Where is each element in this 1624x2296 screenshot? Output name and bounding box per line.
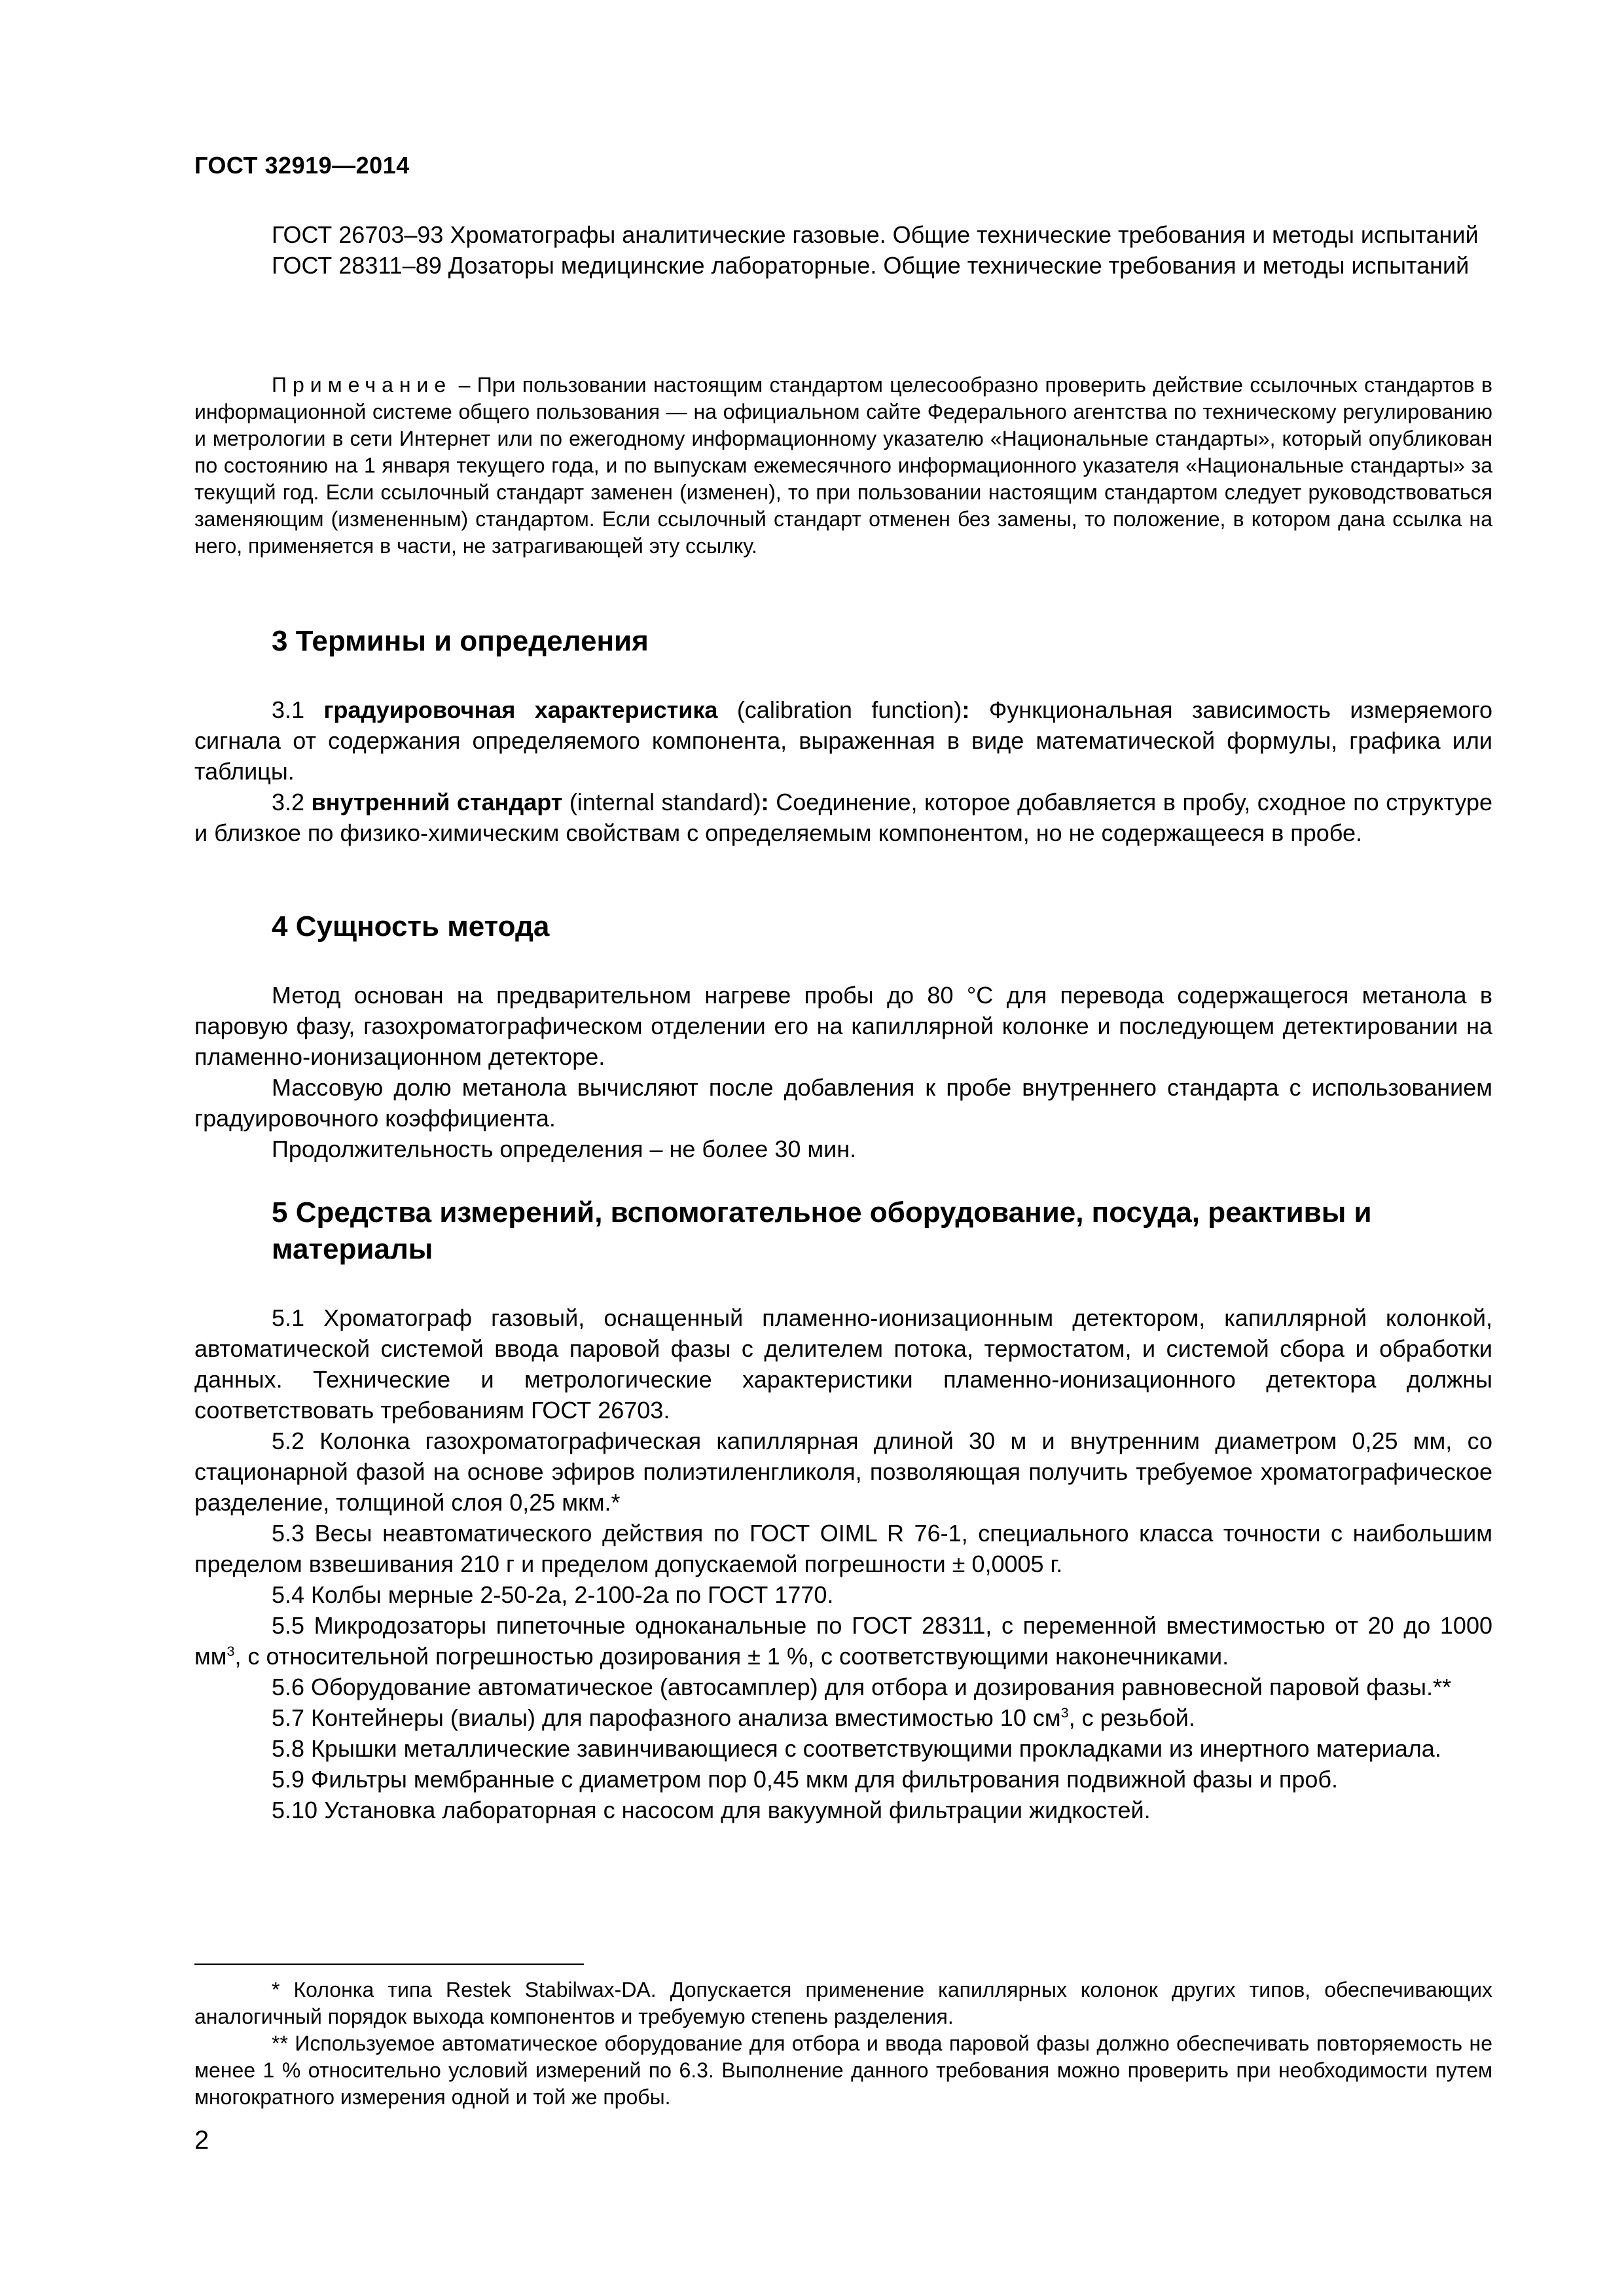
page-number: 2 (194, 2126, 209, 2155)
footnote: ** Используемое автоматическое оборудование для отбора и ввода паровой фазы должно обеспечивать повторяемость не менее 1 % относительно условий измерений по 6.3. Выполнение данного требования можно проверить при необходимости путем многократного измерения одной и той же пробы. (194, 2032, 1492, 2109)
note-label: Примечание (272, 373, 452, 397)
text-run: , с относительной погрешностью дозирования ± 1 %, с соответствующими наконечниками. (234, 1643, 1229, 1670)
body-paragraph: 5.10 Установка лабораторная с насосом для вакуумной фильтрации жидкостей. (272, 1797, 1151, 1823)
term-english: (internal standard) (562, 789, 761, 816)
definition-item (194, 694, 1492, 787)
body-paragraph: 5.2 Колонка газохроматографическая капиллярная длиной 30 м и внутренним диаметром 0,25 мм, со стационарной фазой на основе эфиров полиэтиленгликоля, позволяющая получить требуемое хроматографическое разделение, толщиной слоя 0,25 мкм.* (194, 1427, 1492, 1516)
section-3 (194, 623, 1492, 848)
superscript: 3 (226, 1643, 235, 1659)
section-4 (194, 908, 1492, 1164)
footnote-separator (194, 1964, 584, 1965)
section-5 (194, 1194, 1492, 1825)
note-paragraph (194, 372, 1492, 560)
body-paragraph (194, 1702, 1492, 1733)
note-text: – При пользовании настоящим стандартом целесообразно проверить действие ссылочных стандартов в информационной системе общего пользования — на официальном сайте Федерального агентства по техническому регулированию и метрологии в сети Интернет или по ежегодному информационному указателю «Национальные стандарты», который опубликован по состоянию на 1 января текущего года, и по выпускам ежемесячного информационного указателя «Национальные стандарты» за текущий год. Если ссылочный стандарт заменен (изменен), то при пользовании настоящим стандартом следует руководствоваться заменяющим (измененным) стандартом. Если ссылочный стандарт отменен без замены, то положение, в котором дана ссылка на него, применяется в части, не затрагивающей эту ссылку. (194, 373, 1492, 558)
item-number: 3.1 (272, 696, 324, 723)
section-title: 3 Термины и определения (272, 625, 649, 657)
text-run: 5.5 Микродозаторы пипеточные одноканальные по ГОСТ 28311, с переменной вместимостью от 20 до 1000 мм (194, 1612, 1492, 1670)
body-paragraph: 5.1 Хроматограф газовый, оснащенный пламенно-ионизационным детектором, капиллярной колонкой, автоматической системой ввода паровой фазы с делителем потока, термостатом, и системой сбора и обработки данных. Технические и метрологические характеристики пламенно-ионизационного детектора должны соответствовать требованиям ГОСТ 26703. (194, 1304, 1492, 1424)
body-paragraph: Метод основан на предварительном нагреве пробы до 80 °С для перевода содержащегося метанола в паровую фазу, газохроматографическом отделении его на капиллярной колонке и последующем детектировании на пламенно-ионизационном детекторе. (194, 982, 1492, 1070)
body-paragraph: 5.9 Фильтры мембранные с диаметром пор 0,45 мкм для фильтрования подвижной фазы и проб. (272, 1766, 1339, 1793)
body-paragraph: 5.4 Колбы мерные 2-50-2а, 2-100-2а по ГОСТ 1770. (272, 1581, 834, 1608)
section-title: 4 Сущность метода (272, 910, 550, 942)
term-colon: : (962, 696, 970, 723)
term: внутренний стандарт (311, 789, 563, 816)
superscript: 3 (1060, 1704, 1069, 1721)
footnotes (194, 1977, 1492, 2111)
body-paragraph: Массовую долю метанола вычисляют после добавления к пробе внутреннего стандарта с использованием градуировочного коэффициента. (194, 1074, 1492, 1132)
term: градуировочная характеристика (323, 696, 718, 723)
term-colon: : (761, 789, 769, 816)
item-number: 3.2 (272, 789, 312, 816)
term-definition: Функциональная зависимость измеряемого сигнала от содержания определяемого компонента, выраженная в виде математической формулы, графика или таблицы. (194, 696, 1493, 785)
body-paragraph (194, 1610, 1492, 1672)
term-english: (calibration function) (717, 696, 962, 723)
document-code: ГОСТ 32919—2014 (194, 152, 410, 179)
footnote: * Колонка типа Restek Stabilwax-DA. Допускается применение капиллярных колонок других типов, обеспечивающих аналогичный порядок выхода компонентов и требуемую степень разделения. (194, 1978, 1492, 2028)
text-run: 5.7 Контейнеры (виалы) для парофазного анализа вместимостью 10 см (272, 1704, 1061, 1731)
body-paragraph: 5.3 Весы неавтоматического действия по ГОСТ OIML R 76-1, специального класса точности с наибольшим пределом взвешивания 210 г и пределом допускаемой погрешности ± 0,0005 г. (194, 1520, 1492, 1577)
reference-item: ГОСТ 26703–93 Хроматографы аналитические газовые. Общие технические требования и методы испытаний (272, 221, 1479, 248)
note-block (194, 372, 1492, 560)
text-run: , с резьбой. (1068, 1704, 1195, 1731)
definition-item (194, 787, 1492, 848)
reference-item: ГОСТ 28311–89 Дозаторы медицинские лабораторные. Общие технические требования и методы испытаний (272, 252, 1470, 279)
term-definition: Соединение, которое добавляется в пробу, сходное по структуре и близкое по физико-химическим свойствам с определяемым компонентом, но не содержащееся в пробе. (194, 789, 1492, 846)
body-paragraph: 5.8 Крышки металлические завинчивающиеся с соответствующими прокладками из инертного материала. (272, 1735, 1441, 1762)
body-paragraph: 5.6 Оборудование автоматическое (автосамплер) для отбора и дозирования равновесной паровой фазы.** (272, 1674, 1452, 1700)
body-paragraph: Продолжительность определения – не более 30 мин. (272, 1136, 857, 1162)
normative-references (194, 219, 1492, 281)
section-title: 5 Средства измерений, вспомогательное оборудование, посуда, реактивы и материалы (272, 1196, 1372, 1265)
